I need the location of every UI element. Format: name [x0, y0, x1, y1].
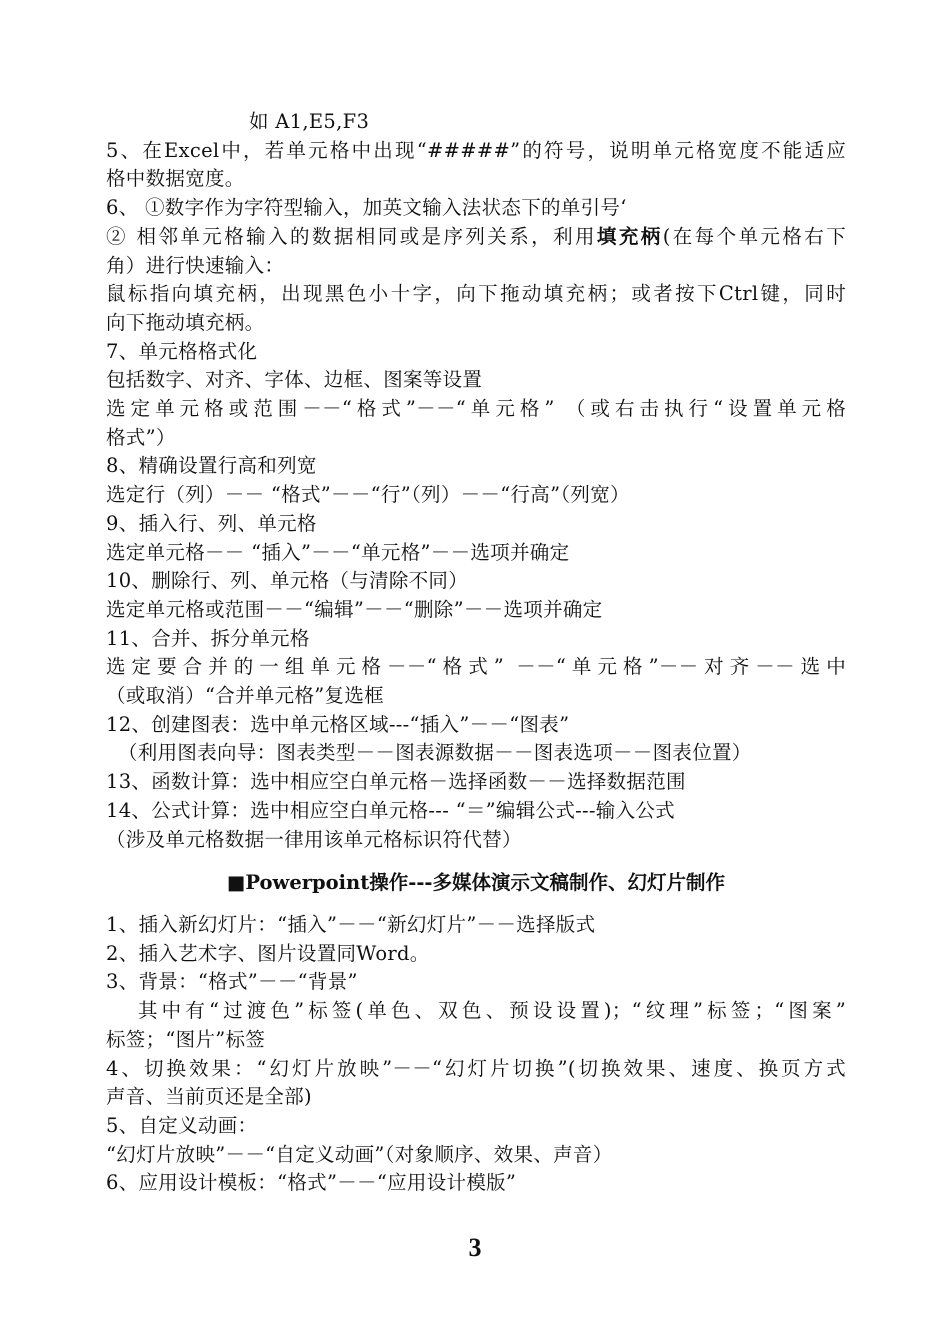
- text-line: 格中数据宽度。: [106, 167, 245, 191]
- text-line: 声音、当前页还是全部): [106, 1085, 312, 1109]
- text-line: 鼠标指向填充柄，出现黑色小十字，向下拖动填充柄；或者按下Ctrl键，同时: [106, 282, 846, 306]
- text-line: 角）进行快速输入：: [106, 253, 285, 277]
- text-line: 7、单元格格式化: [106, 339, 258, 363]
- text-line: 6、应用设计模板：“格式”－－“应用设计模版”: [106, 1171, 517, 1195]
- text-line: （涉及单元格数据一律用该单元格标识符代替）: [106, 827, 522, 851]
- text-line: 4、切换效果：“幻灯片放映”－－“幻灯片切换”(切换效果、速度、换页方式: [106, 1056, 846, 1080]
- page-number: 3: [468, 1233, 482, 1262]
- text-line: 14、公式计算：选中相应空白单元格--- “＝”编辑公式---输入公式: [106, 798, 675, 822]
- text-line: 选定单元格或范围－－“格式”－－“单元格” （或右击执行“设置单元格: [106, 397, 846, 421]
- text-line: 其中有“过渡色”标签(单色、双色、预设设置)；“纹理”标签；“图案”: [138, 999, 846, 1023]
- text-line: 5、在Excel中，若单元格中出现“#####”的符号，说明单元格宽度不能适应: [106, 138, 846, 162]
- text-line: 2、插入艺术字、图片设置同Word。: [106, 941, 430, 965]
- text-line: 向下拖动填充柄。: [106, 310, 265, 334]
- text-line: 3、背景：“格式”－－“背景”: [106, 970, 358, 994]
- text-line: 6、 ①数字作为字符型输入，加英文输入法状态下的单引号‘: [106, 196, 627, 220]
- text-line: 13、函数计算：选中相应空白单元格－选择函数－－选择数据范围: [106, 770, 686, 794]
- text-line: 1、插入新幻灯片：“插入”－－“新幻灯片”－－选择版式: [106, 912, 596, 936]
- text-line: 标签；“图片”标签: [106, 1027, 266, 1051]
- text-line: 5、自定义动画：: [106, 1113, 258, 1137]
- text-line: 12、创建图表：选中单元格区域---“插入”－－“图表”: [106, 712, 570, 736]
- text-line: 11、合并、拆分单元格: [106, 626, 310, 650]
- text-line: 选定行（列）－－ “格式”－－“行”（列）－－“行高”（列宽）: [106, 483, 630, 507]
- document-page: [106, 108, 846, 1198]
- section-heading-powerpoint: ■Powerpoint操作---多媒体演示文稿制作、幻灯片制作: [226, 871, 726, 895]
- text-line: （利用图表向导：图表类型－－图表源数据－－图表选项－－图表位置）: [118, 741, 752, 765]
- text-line: 9、插入行、列、单元格: [106, 511, 317, 535]
- text-line: 格式”）: [106, 425, 176, 449]
- bold-term: 填充柄: [596, 224, 663, 248]
- text-line: （或取消）“合并单元格”复选框: [106, 684, 384, 708]
- text-line: 包括数字、对齐、字体、边框、图案等设置: [106, 368, 483, 392]
- text-line: 选定要合并的一组单元格－－“格式” －－“单元格”－－对齐－－选中: [106, 655, 846, 679]
- text-line: “幻灯片放映”－－“自定义动画”（对象顺序、效果、声音）: [106, 1142, 613, 1166]
- text-segment: ② 相邻单元格输入的数据相同或是序列关系，利用: [106, 224, 597, 248]
- text-line: 选定单元格－－ “插入”－－“单元格”－－选项并确定: [106, 540, 570, 564]
- text-segment: (在每个单元格右下: [662, 224, 846, 248]
- text-line: 选定单元格或范围－－“编辑”－－“删除”－－选项并确定: [106, 597, 603, 621]
- text-line: 如 A1,E5,F3: [249, 110, 370, 133]
- text-line: 8、精确设置行高和列宽: [106, 454, 317, 478]
- text-line-fill-handle: [106, 223, 846, 252]
- text-line: 10、删除行、列、单元格（与清除不同）: [106, 569, 469, 593]
